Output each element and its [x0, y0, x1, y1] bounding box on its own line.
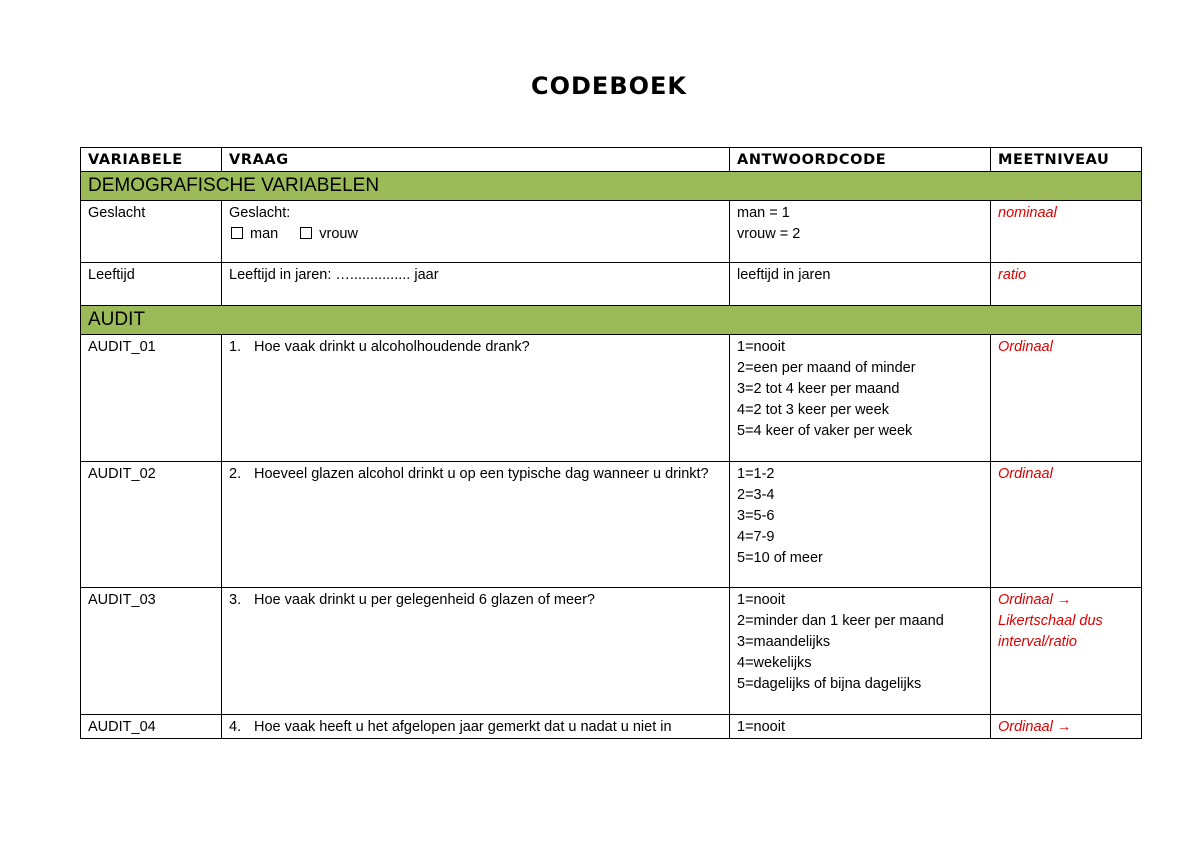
- variable-cell: AUDIT_03: [81, 588, 222, 715]
- code-line: 1=nooit: [737, 339, 785, 355]
- answer-code-cell: leeftijd in jaren: [730, 263, 991, 306]
- table-row: [81, 201, 1142, 263]
- question-cell: [222, 715, 730, 739]
- code-line: 3=maandelijks: [737, 634, 831, 650]
- level-line: interval/ratio: [998, 634, 1077, 650]
- variable-cell: AUDIT_01: [81, 335, 222, 462]
- variable-cell: Leeftijd: [81, 263, 222, 306]
- code-line: 4=2 tot 3 keer per week: [737, 402, 889, 418]
- section-title-demographics: DEMOGRAFISCHE VARIABELEN: [81, 172, 1142, 201]
- code-line: 3=2 tot 4 keer per maand: [737, 381, 900, 397]
- variable-cell: Geslacht: [81, 201, 222, 263]
- question-cell: Leeftijd in jaren: …............... jaar: [222, 263, 730, 306]
- answer-code-cell: [730, 335, 991, 462]
- code-line: 4=7-9: [737, 529, 775, 545]
- code-line: 2=een per maand of minder: [737, 360, 916, 376]
- table-row: [81, 335, 1142, 462]
- question-text: Hoe vaak drinkt u per gelegenheid 6 glazen of meer?: [254, 592, 595, 608]
- table-row: [81, 715, 1142, 739]
- answer-code-cell: [730, 588, 991, 715]
- column-header-meetniveau: MEETNIVEAU: [991, 148, 1142, 172]
- variable-cell: AUDIT_02: [81, 462, 222, 588]
- code-line: 2=3-4: [737, 487, 775, 503]
- level-line: Likertschaal dus: [998, 613, 1103, 629]
- level-cell: [991, 462, 1142, 588]
- question-text: Hoeveel glazen alcohol drinkt u op een typische dag wanneer u drinkt?: [254, 466, 709, 482]
- gender-options: [229, 224, 722, 245]
- page-title: CODEBOEK: [530, 72, 688, 100]
- question-number: 1.: [229, 339, 242, 355]
- level-line: Ordinaal: [998, 339, 1053, 355]
- question-number: 4.: [229, 719, 242, 735]
- section-row-audit: [81, 306, 1142, 335]
- level-cell: ratio: [991, 263, 1142, 306]
- level-cell: [991, 335, 1142, 462]
- question-cell: [222, 335, 730, 462]
- level-line: Ordinaal →: [998, 719, 1072, 735]
- answer-code-cell: [730, 715, 991, 739]
- code-line: 1=nooit: [737, 592, 785, 608]
- section-title-audit: AUDIT: [81, 306, 1142, 335]
- answer-code-cell: [730, 462, 991, 588]
- level-cell: [991, 588, 1142, 715]
- code-line: 2=minder dan 1 keer per maand: [737, 613, 944, 629]
- column-header-antwoordcode: ANTWOORDCODE: [730, 148, 991, 172]
- question-number: 2.: [229, 466, 242, 482]
- checkbox-vrouw[interactable]: [300, 227, 312, 239]
- code-line: vrouw = 2: [737, 226, 801, 242]
- question-text: Hoe vaak heeft u het afgelopen jaar gemerkt dat u nadat u niet in: [254, 719, 672, 735]
- header-row: [81, 148, 1142, 172]
- option-label-man: man: [250, 226, 279, 242]
- question-cell: [222, 201, 730, 263]
- level-cell: nominaal: [991, 201, 1142, 263]
- question-number: 3.: [229, 592, 242, 608]
- question-cell: [222, 462, 730, 588]
- option-label-vrouw: vrouw: [319, 226, 358, 242]
- code-line: 5=dagelijks of bijna dagelijks: [737, 676, 922, 692]
- question-cell: [222, 588, 730, 715]
- table-row: [81, 263, 1142, 306]
- code-line: 5=10 of meer: [737, 550, 823, 566]
- level-line: Ordinaal: [998, 466, 1053, 482]
- column-header-variabele: VARIABELE: [81, 148, 222, 172]
- codebook-table: [80, 147, 1142, 739]
- code-line: 3=5-6: [737, 508, 775, 524]
- code-line: 4=wekelijks: [737, 655, 812, 671]
- question-text: Geslacht:: [229, 205, 291, 221]
- question-text: Hoe vaak drinkt u alcoholhoudende drank?: [254, 339, 530, 355]
- level-line: Ordinaal →: [998, 592, 1072, 608]
- code-line: 1=1-2: [737, 466, 775, 482]
- column-header-vraag: VRAAG: [222, 148, 730, 172]
- checkbox-man[interactable]: [231, 227, 243, 239]
- code-line: 5=4 keer of vaker per week: [737, 423, 913, 439]
- code-line: 1=nooit: [737, 719, 785, 735]
- answer-code-cell: [730, 201, 991, 263]
- table-row: [81, 588, 1142, 715]
- level-cell: [991, 715, 1142, 739]
- section-row-demographics: [81, 172, 1142, 201]
- table-row: [81, 462, 1142, 588]
- code-line: man = 1: [737, 205, 790, 221]
- variable-cell: AUDIT_04: [81, 715, 222, 739]
